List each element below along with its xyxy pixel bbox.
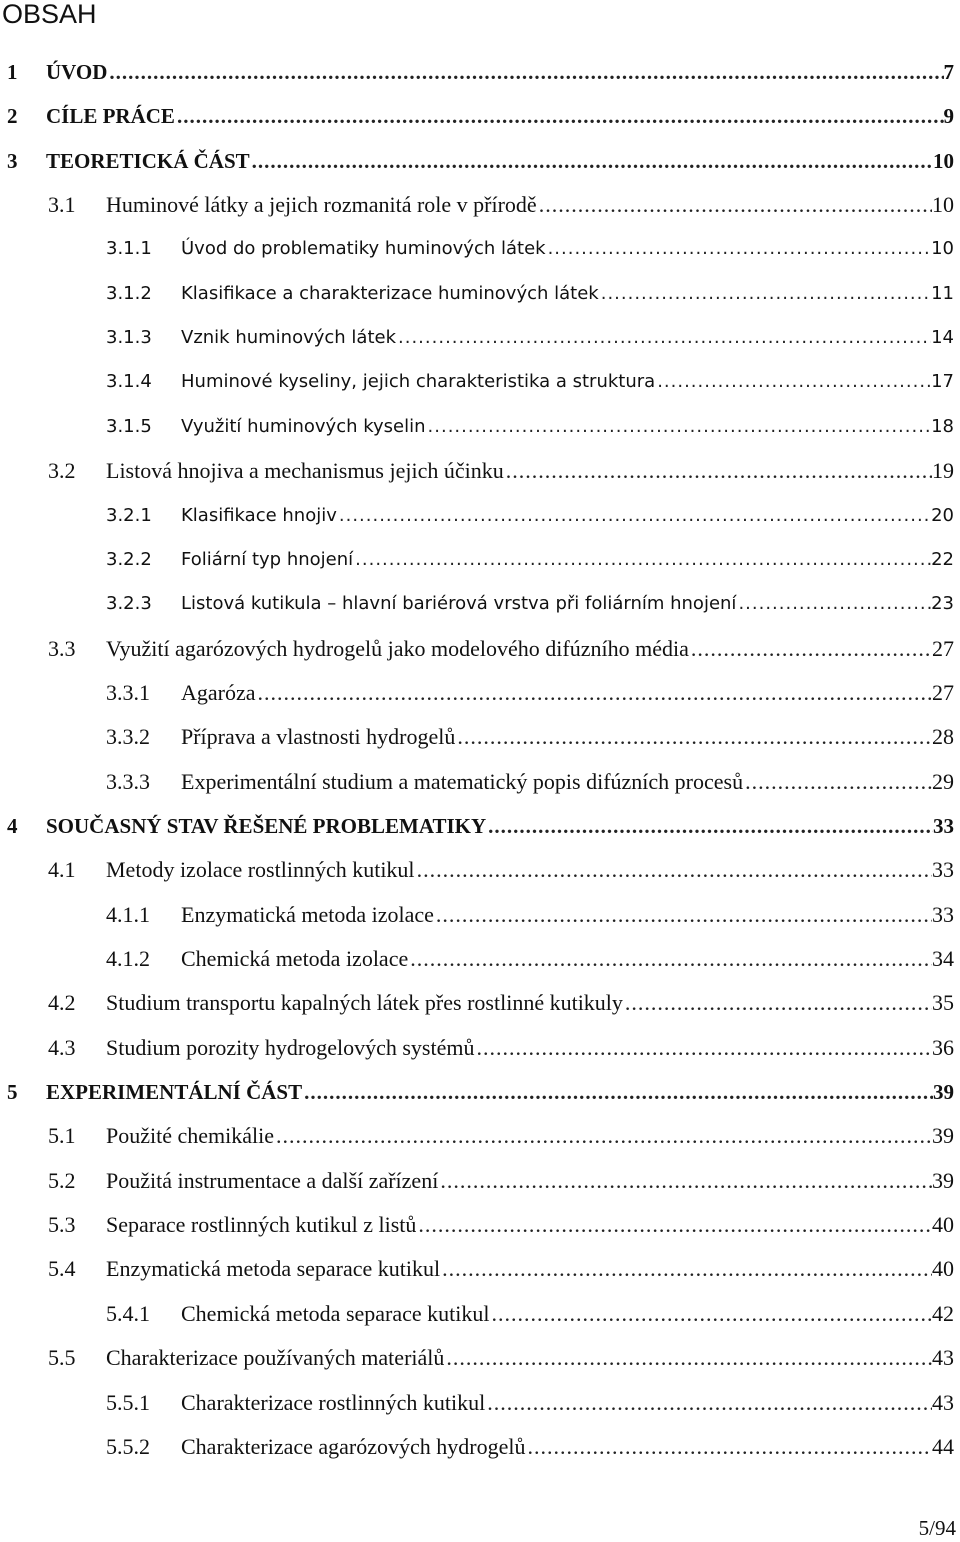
- toc-dot-leader: [274, 1119, 932, 1153]
- toc-entry-page: 23: [931, 593, 954, 615]
- toc-dot-leader: [396, 321, 931, 355]
- toc-dot-leader: [736, 587, 931, 621]
- toc-entry-title: Vznik huminových látek: [181, 327, 397, 349]
- toc-entry[interactable]: [0, 587, 960, 621]
- toc-entry-number: 5: [7, 1080, 18, 1105]
- toc-entry[interactable]: [0, 986, 960, 1020]
- toc-dot-leader: [416, 1208, 932, 1242]
- toc-entry-number: 2: [7, 104, 18, 129]
- toc-entry-page: 10: [932, 192, 954, 218]
- toc-entry-page: 33: [933, 813, 954, 838]
- toc-entry-line: [106, 853, 954, 887]
- toc-entry-page: 9: [943, 104, 954, 129]
- toc-entry-page: 40: [932, 1212, 954, 1238]
- toc-entry-number: 3.3: [48, 635, 76, 661]
- toc-entry-title: Chemická metoda separace kutikul: [181, 1300, 490, 1326]
- toc-entry-title: Huminové kyseliny, jejich charakteristika a struktura: [181, 371, 656, 393]
- toc-entry-page: 19: [932, 458, 954, 484]
- toc-entry-number: 4.1.2: [106, 946, 150, 971]
- toc-entry-title: Charakterizace agarózových hydrogelů: [181, 1433, 526, 1459]
- toc-entry-number: 3.1: [48, 192, 76, 218]
- toc-entry-number: 3.1.5: [106, 415, 152, 437]
- toc-entry-line: [181, 321, 954, 355]
- toc-entry[interactable]: [0, 720, 960, 754]
- toc-entry-number: 5.5.2: [106, 1433, 150, 1459]
- toc-entry[interactable]: [0, 410, 960, 444]
- toc-entry-page: 10: [931, 238, 954, 260]
- toc-entry-number: 3.2.3: [106, 593, 152, 615]
- toc-entry-page: 43: [932, 1389, 954, 1415]
- toc-entry-title: Příprava a vlastnosti hydrogelů: [181, 724, 456, 750]
- toc-entry-page: 43: [932, 1345, 954, 1371]
- toc-entry-line: [46, 809, 954, 843]
- toc-entry-title: Využití agarózových hydrogelů jako modelového difúzního média: [106, 635, 689, 661]
- toc-entry[interactable]: [0, 765, 960, 799]
- toc-entry-line: [181, 277, 954, 311]
- toc-entry-title: Použité chemikálie: [106, 1123, 274, 1149]
- toc-dot-leader: [504, 454, 932, 488]
- toc-entry[interactable]: [0, 632, 960, 666]
- toc-entry-page: 36: [932, 1034, 954, 1060]
- toc-dot-leader: [599, 277, 931, 311]
- toc-entry[interactable]: [0, 1386, 960, 1420]
- toc-entry-line: [106, 1031, 954, 1065]
- toc-entry-title: ÚVOD: [46, 60, 108, 84]
- toc-dot-leader: [490, 1297, 933, 1331]
- toc-entry-page: 10: [933, 148, 954, 173]
- toc-dot-leader: [546, 232, 932, 266]
- toc-entry-line: [181, 499, 954, 533]
- toc-entry[interactable]: [0, 942, 960, 976]
- toc-entry-number: 3.3.3: [106, 768, 150, 794]
- toc-entry-line: [181, 942, 954, 976]
- toc-entry-title: Enzymatická metoda separace kutikul: [106, 1256, 441, 1282]
- toc-dot-leader: [337, 499, 931, 533]
- toc-entry-number: 4.2: [48, 990, 76, 1016]
- toc-entry-line: [106, 1341, 954, 1375]
- toc-entry-number: 5.2: [48, 1167, 76, 1193]
- toc-entry-line: [181, 1297, 954, 1331]
- toc-entry-page: 11: [931, 282, 954, 304]
- toc-entry-title: Charakterizace rostlinných kutikul: [181, 1389, 486, 1415]
- toc-entry-line: [106, 1119, 954, 1153]
- page-heading: OBSAH: [2, 0, 97, 29]
- toc-entry-line: [181, 232, 954, 266]
- toc-entry-number: 3.1.1: [106, 238, 152, 260]
- toc-entry-page: 39: [932, 1167, 954, 1193]
- toc-entry-page: 44: [932, 1433, 954, 1459]
- toc-entry-number: 3.2.1: [106, 504, 152, 526]
- toc-entry-title: Studium transportu kapalných látek přes rostlinné kutikuly: [106, 990, 623, 1016]
- toc-entry[interactable]: [0, 1430, 960, 1464]
- toc-entry-title: Listová kutikula – hlavní bariérová vrstva při foliárním hnojení: [181, 593, 737, 615]
- toc-entry-line: [46, 55, 954, 89]
- toc-entry-line: [181, 720, 954, 754]
- toc-entry-title: EXPERIMENTÁLNÍ ČÁST: [46, 1080, 303, 1105]
- toc-entry[interactable]: [0, 277, 960, 311]
- toc-entry-number: 5.4.1: [106, 1300, 150, 1326]
- toc-dot-leader: [455, 720, 932, 754]
- toc-dot-leader: [444, 1341, 932, 1375]
- toc-entry-title: Studium porozity hydrogelových systémů: [106, 1034, 475, 1060]
- toc-entry[interactable]: [0, 676, 960, 710]
- toc-entry-page: 33: [932, 857, 954, 883]
- toc-entry[interactable]: [0, 1031, 960, 1065]
- toc-entry-number: 3.2.2: [106, 548, 152, 570]
- toc-entry-title: Foliární typ hnojení: [181, 548, 354, 570]
- toc-entry-number: 4.3: [48, 1034, 76, 1060]
- toc-entry-page: 42: [932, 1300, 954, 1326]
- toc-entry[interactable]: [0, 1075, 960, 1109]
- toc-entry-title: Listová hnojiva a mechanismus jejich účinku: [106, 458, 504, 484]
- toc-dot-leader: [438, 1164, 932, 1198]
- toc-entry-number: 1: [7, 60, 18, 84]
- toc-entry[interactable]: [0, 55, 960, 89]
- toc-entry-line: [106, 1252, 954, 1286]
- toc-entry-number: 5.3: [48, 1212, 76, 1238]
- toc-dot-leader: [302, 1075, 933, 1109]
- toc-entry[interactable]: [0, 853, 960, 887]
- toc-dot-leader: [537, 188, 932, 222]
- toc-entry-page: 22: [931, 548, 954, 570]
- toc-entry-line: [106, 1208, 954, 1242]
- toc-entry-number: 5.4: [48, 1256, 76, 1282]
- toc-entry[interactable]: [0, 365, 960, 399]
- toc-entry-page: 34: [932, 946, 954, 971]
- toc-dot-leader: [408, 942, 932, 976]
- toc-entry-page: 28: [932, 724, 954, 750]
- toc-entry-number: 4: [7, 813, 18, 838]
- toc-entry[interactable]: [0, 321, 960, 355]
- toc-entry-page: 29: [932, 768, 954, 794]
- toc-entry[interactable]: [0, 1252, 960, 1286]
- toc-dot-leader: [743, 765, 932, 799]
- toc-entry-title: Experimentální studium a matematický popis difúzních procesů: [181, 768, 744, 794]
- toc-entry-title: Charakterizace používaných materiálů: [106, 1345, 445, 1371]
- toc-entry-number: 4.1: [48, 857, 76, 883]
- toc-entry-number: 3.1.2: [106, 282, 152, 304]
- toc-entry-line: [181, 765, 954, 799]
- toc-entry-number: 3.1.4: [106, 371, 152, 393]
- toc-entry-title: Agaróza: [181, 679, 256, 705]
- toc-entry-page: 39: [933, 1080, 954, 1105]
- toc-entry-title: Použitá instrumentace a další zařízení: [106, 1167, 439, 1193]
- toc-dot-leader: [689, 632, 932, 666]
- toc-entry-line: [181, 676, 954, 710]
- toc-entry[interactable]: [0, 99, 960, 133]
- toc-entry[interactable]: [0, 1164, 960, 1198]
- toc-entry-line: [181, 1386, 954, 1420]
- toc-entry-line: [181, 1430, 954, 1464]
- toc-entry-line: [181, 543, 954, 577]
- toc-entry-page: 7: [943, 60, 954, 84]
- toc-entry-line: [106, 986, 954, 1020]
- toc-entry[interactable]: [0, 499, 960, 533]
- toc-dot-leader: [474, 1031, 932, 1065]
- toc-entry-line: [46, 99, 954, 133]
- toc-entry-number: 3.2: [48, 458, 76, 484]
- toc-entry-page: 27: [932, 679, 954, 705]
- toc-dot-leader: [434, 898, 932, 932]
- toc-entry-title: CÍLE PRÁCE: [46, 104, 175, 129]
- toc-dot-leader: [415, 853, 932, 887]
- toc-entry-title: Klasifikace a charakterizace huminových látek: [181, 282, 599, 304]
- toc-entry-page: 14: [931, 327, 954, 349]
- toc-dot-leader: [623, 986, 932, 1020]
- toc-entry[interactable]: [0, 454, 960, 488]
- toc-entry-title: Metody izolace rostlinných kutikul: [106, 857, 415, 883]
- toc-entry-line: [181, 587, 954, 621]
- toc-entry-title: SOUČASNÝ STAV ŘEŠENÉ PROBLEMATIKY: [46, 813, 487, 838]
- toc-entry-page: 33: [932, 901, 954, 927]
- toc-entry-page: 40: [932, 1256, 954, 1282]
- toc-entry-title: Huminové látky a jejich rozmanitá role v přírodě: [106, 192, 537, 218]
- toc-entry-number: 3.3.2: [106, 724, 150, 750]
- toc-entry-line: [106, 632, 954, 666]
- toc-dot-leader: [485, 1386, 932, 1420]
- toc-entry-title: Úvod do problematiky huminových látek: [181, 238, 546, 260]
- toc-dot-leader: [175, 99, 944, 133]
- toc-entry[interactable]: [0, 144, 960, 178]
- toc-entry-line: [46, 1075, 954, 1109]
- page-number: 5/94: [918, 1516, 956, 1540]
- toc-entry[interactable]: [0, 809, 960, 843]
- toc-dot-leader: [486, 809, 933, 843]
- toc-entry-title: Využití huminových kyselin: [181, 415, 426, 437]
- toc-dot-leader: [526, 1430, 933, 1464]
- toc-entry-line: [181, 898, 954, 932]
- toc-entry-line: [106, 188, 954, 222]
- toc-dot-leader: [107, 55, 943, 89]
- toc-dot-leader: [655, 365, 931, 399]
- toc-entry[interactable]: [0, 1341, 960, 1375]
- toc-entry-page: 17: [931, 371, 954, 393]
- toc-entry-title: TEORETICKÁ ČÁST: [46, 148, 250, 173]
- toc-entry[interactable]: [0, 543, 960, 577]
- toc-entry-line: [106, 1164, 954, 1198]
- toc-entry-number: 5.1: [48, 1123, 76, 1149]
- toc-entry-line: [181, 365, 954, 399]
- toc-entry-number: 4.1.1: [106, 901, 150, 927]
- toc-dot-leader: [353, 543, 931, 577]
- toc-entry-line: [106, 454, 954, 488]
- toc-entry-number: 3: [7, 148, 18, 173]
- toc-entry-page: 27: [932, 635, 954, 661]
- toc-entry-line: [181, 410, 954, 444]
- toc-dot-leader: [250, 144, 933, 178]
- toc-entry[interactable]: [0, 1119, 960, 1153]
- toc-entry-page: 18: [931, 415, 954, 437]
- toc-entry-page: 20: [931, 504, 954, 526]
- toc-entry-line: [46, 144, 954, 178]
- toc-entry-page: 35: [932, 990, 954, 1016]
- toc-entry[interactable]: [0, 188, 960, 222]
- toc-dot-leader: [256, 676, 932, 710]
- toc-entry[interactable]: [0, 232, 960, 266]
- toc-entry-page: 39: [932, 1123, 954, 1149]
- toc-dot-leader: [440, 1252, 932, 1286]
- toc-entry-title: Klasifikace hnojiv: [181, 504, 337, 526]
- toc-entry-number: 3.3.1: [106, 679, 150, 705]
- toc-dot-leader: [426, 410, 932, 444]
- toc-entry-title: Separace rostlinných kutikul z listů: [106, 1212, 417, 1238]
- toc-entry-number: 5.5: [48, 1345, 76, 1371]
- toc-entry[interactable]: [0, 1208, 960, 1242]
- toc-entry-title: Chemická metoda izolace: [181, 946, 409, 971]
- toc-entry-title: Enzymatická metoda izolace: [181, 901, 434, 927]
- toc-entry[interactable]: [0, 1297, 960, 1331]
- toc-entry-number: 5.5.1: [106, 1389, 150, 1415]
- toc-entry[interactable]: [0, 898, 960, 932]
- toc-entry-number: 3.1.3: [106, 327, 152, 349]
